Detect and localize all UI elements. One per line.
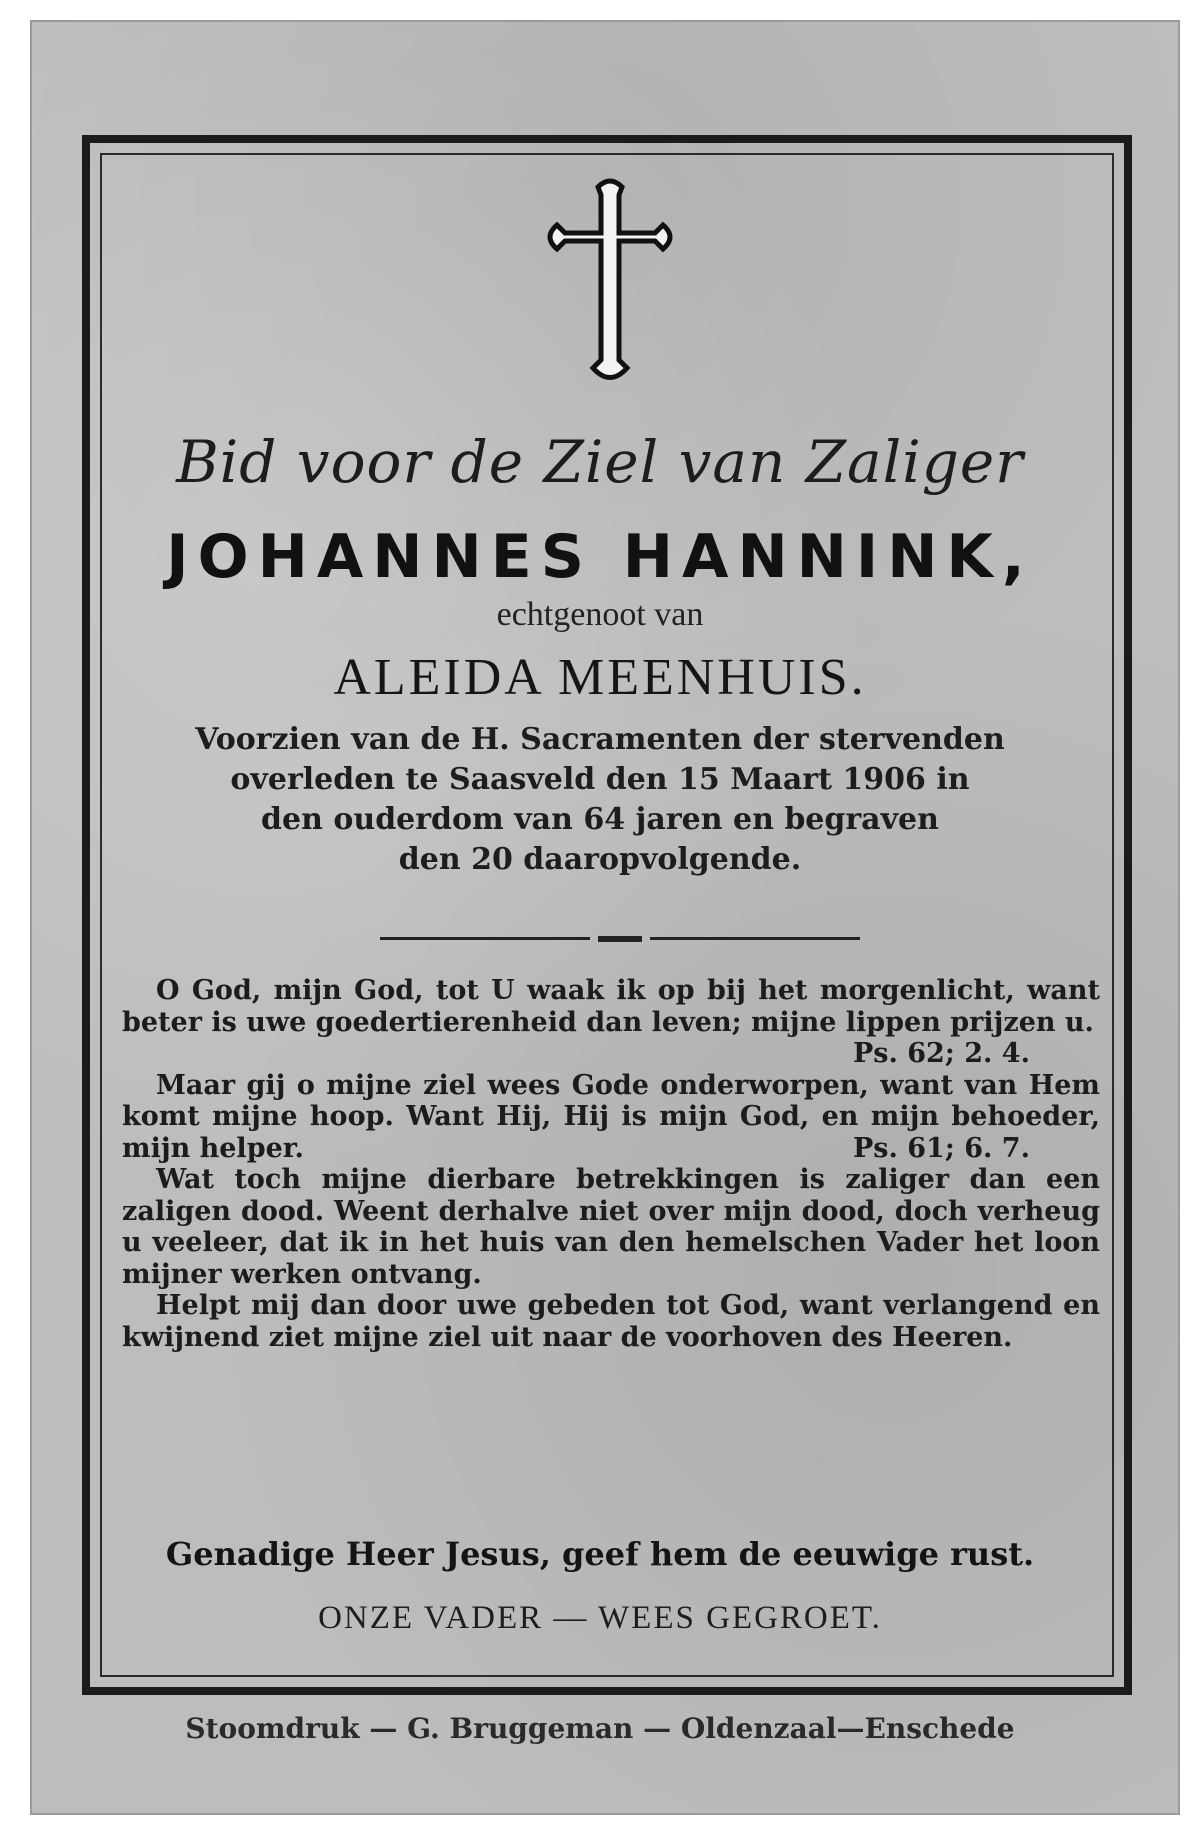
verse-text: Wat toch mijne dierbare betrekkingen is zaliger dan een zaligen dood. Weent derhalve niet over mijn dood, doch verheug u veeleer, dat ik in het huis van den hemelschen Vader het loon mijner werken ontvang. [122,1164,1100,1290]
verse-reference: Ps. 62; 2. 4. [852,1038,1030,1069]
ornamental-divider [380,937,860,941]
death-line: den ouderdom van 64 jaren en begraven [261,802,939,837]
death-notice [100,720,1100,880]
verse-text: O God, mijn God, tot U waak ik op bij het morgenlicht, want beter is uwe goedertierenheid dan leven; mijne lippen prijzen u. [122,975,1100,1038]
divider-segment [380,937,590,940]
cross-icon [535,175,685,390]
closing-line: ONZE VADER — WEES GEGROET. [318,1600,882,1636]
death-line: Voorzien van de H. Sacramenten der stervenden [195,722,1005,757]
verse-paragraph [122,975,1100,1069]
verse-text: Maar gij o mijne ziel wees Gode onderworpen, want van Hem komt mijne hoop. Want Hij, Hij is mijn God, en mijn behoeder, mijn helper. [122,1069,1100,1164]
printer-imprint: Stoomdruk — G. Bruggeman — Oldenzaal—Enschede [185,1712,1015,1745]
verses-text [122,975,1100,1353]
verse-paragraph [122,1164,1100,1290]
closing-prayer: Genadige Heer Jesus, geef hem de eeuwige rust. [165,1535,1035,1573]
death-line: den 20 daaropvolgende. [398,842,802,877]
death-line: overleden te Saasveld den 15 Maart 1906 in [230,762,970,797]
verse-reference: Ps. 61; 6. 7. [852,1132,1030,1164]
divider-segment [650,937,860,940]
deceased-name: JOHANNES HANNINK, [166,522,1034,592]
verse-paragraph [122,1070,1100,1165]
verse-paragraph [122,1290,1100,1353]
divider-segment [598,936,642,942]
verse-text: Helpt mij dan door uwe gebeden tot God, want verlangend en kwijnend ziet mijne ziel uit naar de voorhoven des Heeren. [122,1290,1100,1353]
spouse-name: ALEIDA MEENHUIS. [333,649,867,706]
heading: Bid voor de Ziel van Zaliger [176,428,1024,496]
spouse-intro: echtgenoot van [496,596,704,633]
